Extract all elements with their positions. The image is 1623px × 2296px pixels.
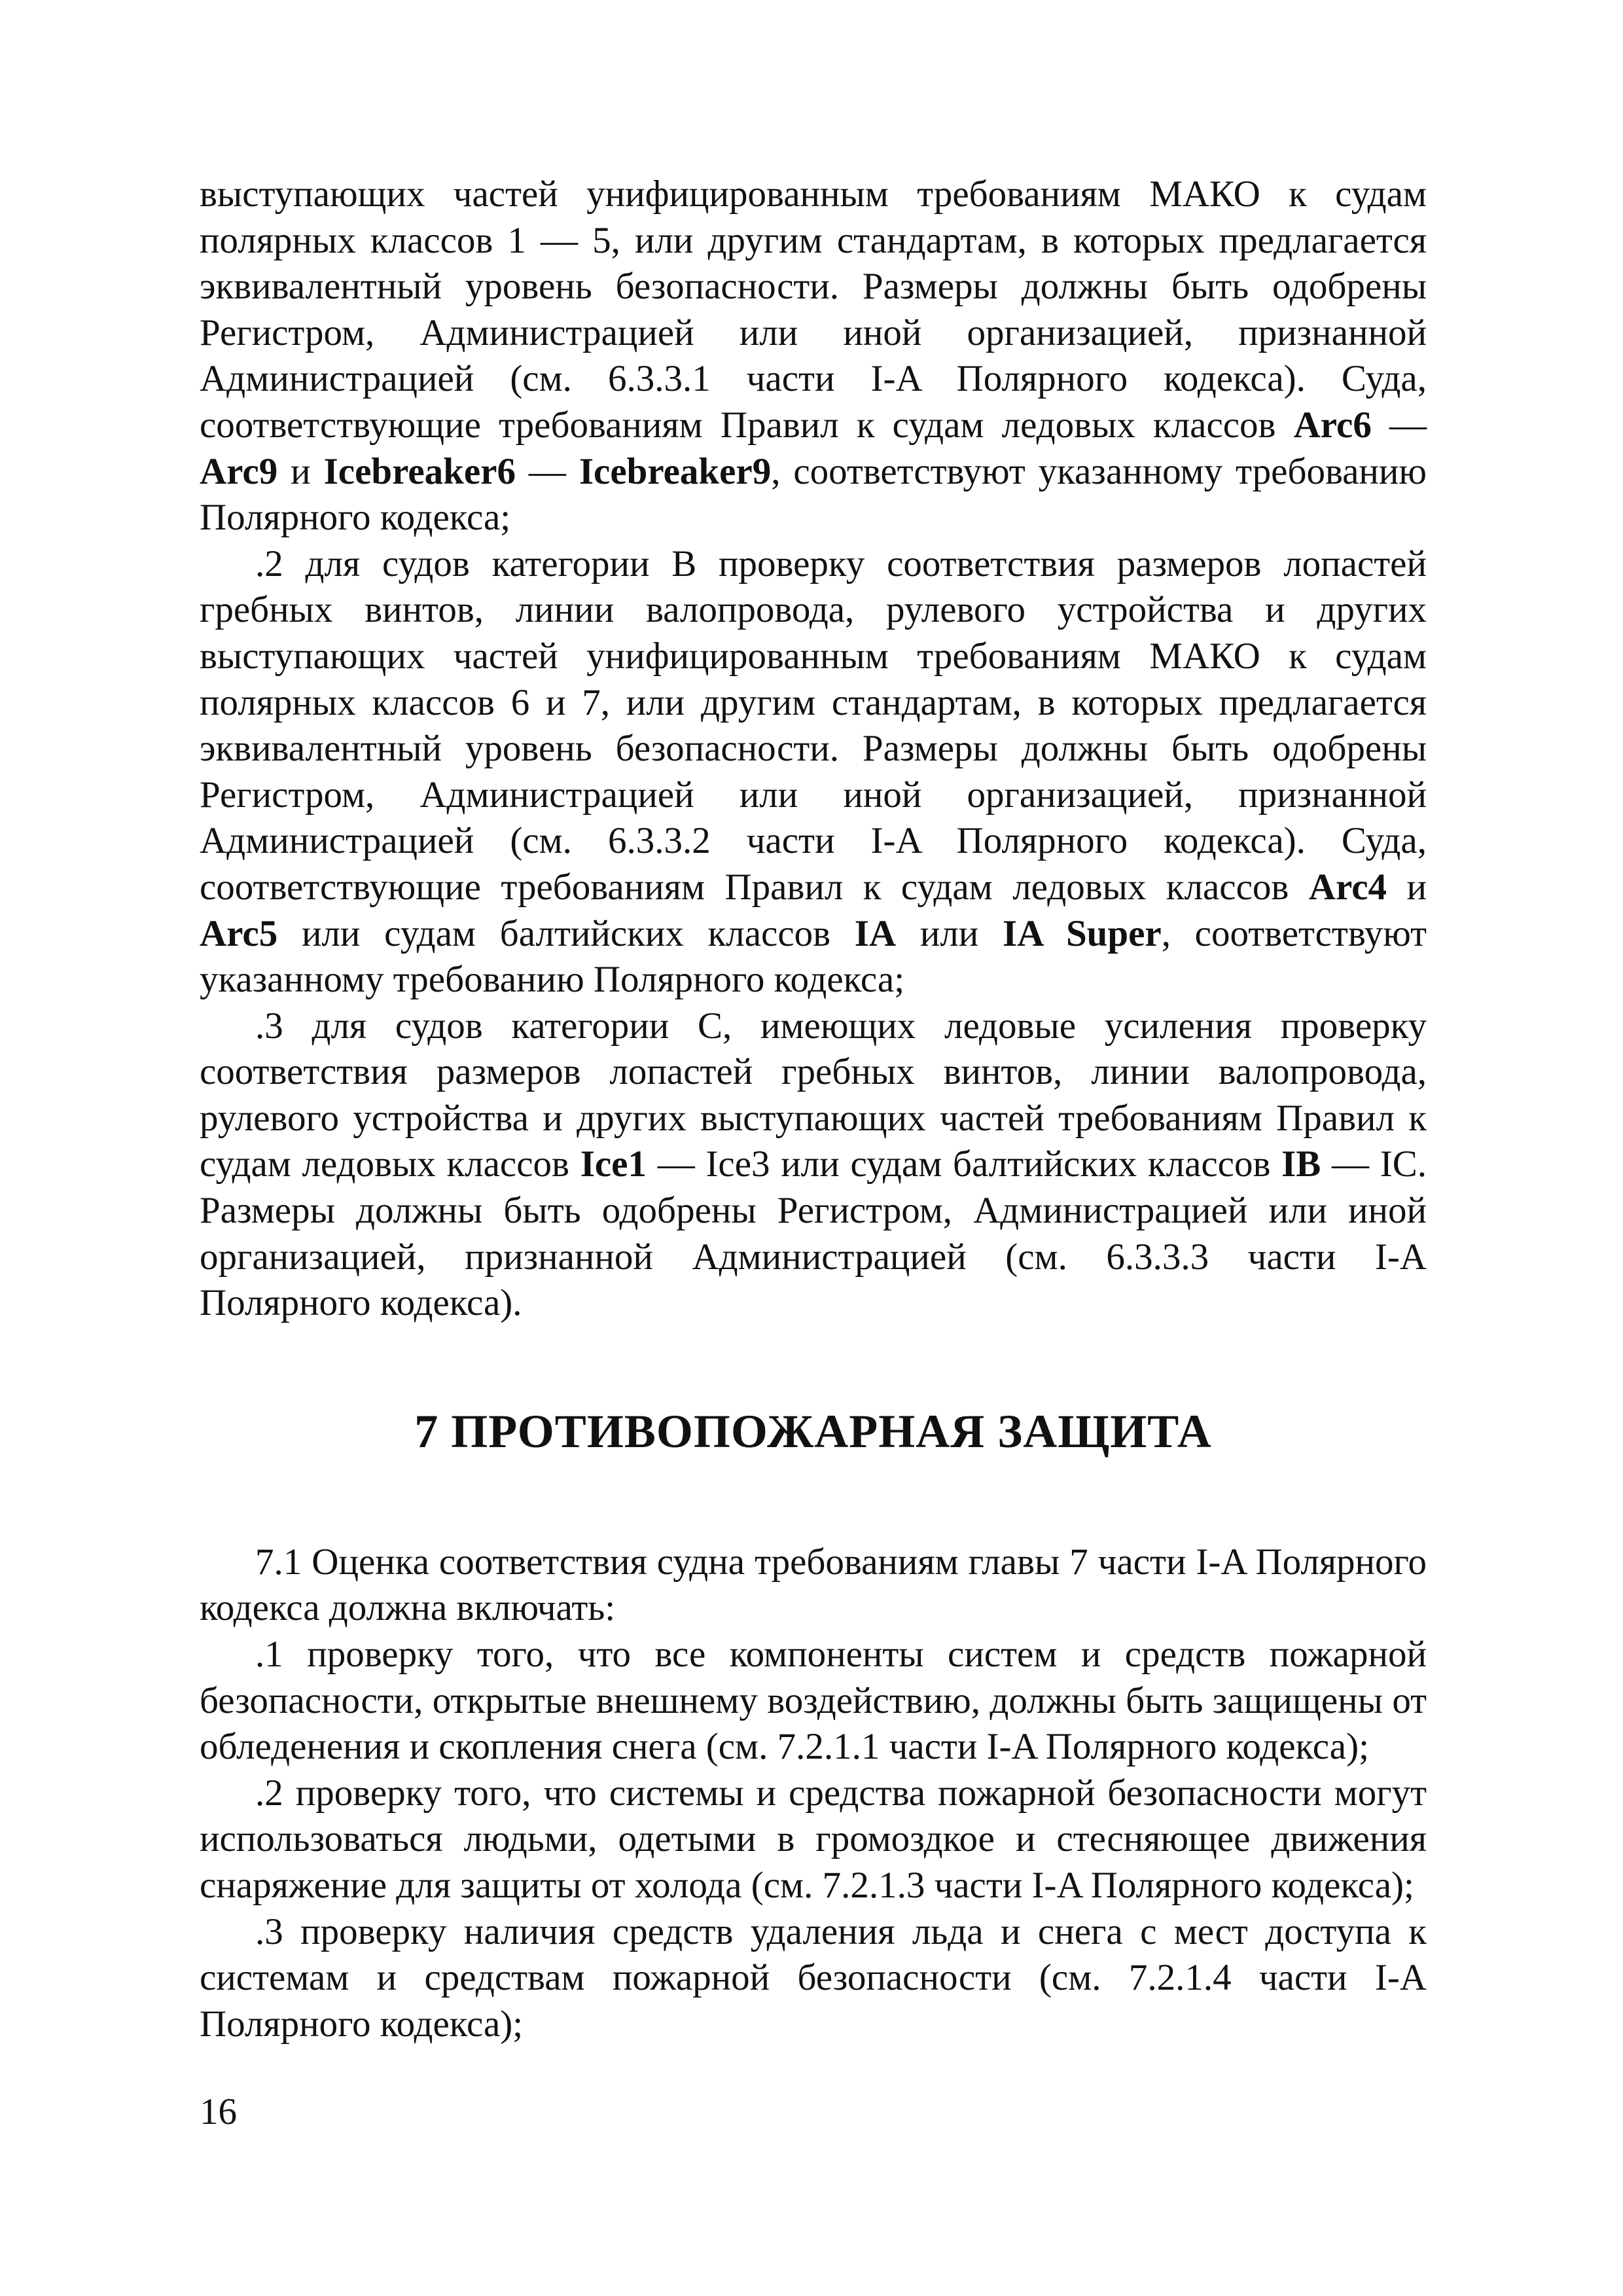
text-run: выступающих частей унифицированным требованиям МАКО к судам полярных классов 1 — 5, или другим стандартам, в которых предлагается эквивалентный уровень безопасности. Размеры должны быть одобрены Регистром, Администрацией или иной организацией, признанной Администрацией (см. 6.3.3.1 части I-A Полярного кодекса). Суда, соответствующие требованиям Правил к судам ледовых классов [200,173,1427,446]
ice-class-ice3: Ice3 [705,1143,770,1185]
text-run: — [1371,404,1427,446]
ice-class-arc9: Arc9 [200,450,278,492]
text-run: .3 для судов категории C, имеющих ледовые усиления проверку соответствия размеров лопастей гребных винтов, линии валопровода, рулевого устройства и других выступающих частей требованиям Правил к судам ледовых классов [200,1005,1427,1185]
ice-class-ice1: Ice1 [580,1143,647,1185]
ice-class-icebreaker6: Icebreaker6 [323,450,516,492]
ice-class-icebreaker9: Icebreaker9 [579,450,772,492]
text-run: и [1387,866,1427,908]
ice-class-ib: IB [1281,1143,1321,1185]
paragraph-7-1: 7.1 Оценка соответствия судна требованиям главы 7 части I-A Полярного кодекса должна включать: [200,1541,1427,1629]
paragraph-6-item-2 [200,541,1427,1003]
ice-class-arc4: Arc4 [1308,866,1387,908]
ice-class-arc6: Arc6 [1293,404,1372,446]
page-number: 16 [200,2091,237,2132]
ice-class-arc5: Arc5 [200,912,278,954]
text-run: . Размеры должны быть одобрены Регистром, Администрацией или иной организацией, признанной Администрацией (см. 6.3.3.3 части I-A Полярного кодекса). [200,1143,1427,1324]
spacer [200,1327,1427,1405]
document-page [200,171,1427,2047]
paragraph-7-1-item-2: .2 проверку того, что системы и средства пожарной безопасности могут использоваться людьми, одетыми в громоздкое и стесняющее движения снаряжение для защиты от холода (см. 7.2.1.3 части I-A Полярного кодекса); [200,1772,1427,1906]
text-run: или судам балтийских классов [770,1143,1282,1185]
paragraph-7-1-item-3: .3 проверку наличия средств удаления льда и снега с мест доступа к системам и средствам пожарной безопасности (см. 7.2.1.4 части I-A Полярного кодекса); [200,1910,1427,2045]
spacer [200,1458,1427,1539]
text-run: — [1321,1143,1380,1185]
text-run: или [896,912,1003,954]
ice-class-ia-super: IA Super [1003,912,1162,954]
paragraph-6-item-3 [200,1003,1427,1327]
text-run: , соответствуют указанному требованию Полярного кодекса; [200,450,1427,539]
text-run: или судам балтийских классов [277,912,855,954]
paragraph-6-item-1-continuation [200,171,1427,541]
text-run: .2 для судов категории B проверку соответствия размеров лопастей гребных винтов, линии валопровода, рулевого устройства и других выступающих частей унифицированным требованиям МАКО к судам полярных классов 6 и 7, или другим стандартам, в которых предлагается эквивалентный уровень безопасности. Размеры должны быть одобрены Регистром, Администрацией или иной организацией, признанной Администрацией (см. 6.3.3.2 части I-A Полярного кодекса). Суда, соответствующие требованиям Правил к судам ледовых классов [200,543,1427,908]
ice-class-ic: IC [1380,1143,1418,1185]
text-run: — [515,450,579,492]
text-run: — [646,1143,706,1185]
ice-class-ia: IA [854,912,897,954]
text-run: и [277,450,324,492]
paragraph-7-1-item-1: .1 проверку того, что все компоненты систем и средств пожарной безопасности, открытые внешнему воздействию, должны быть защищены от обледенения и скопления снега (см. 7.2.1.1 части I-A Полярного кодекса); [200,1634,1427,1768]
text-run: , соответствуют указанному требованию Полярного кодекса; [200,912,1427,1001]
section-heading: 7 ПРОТИВОПОЖАРНАЯ ЗАЩИТА [414,1405,1212,1458]
